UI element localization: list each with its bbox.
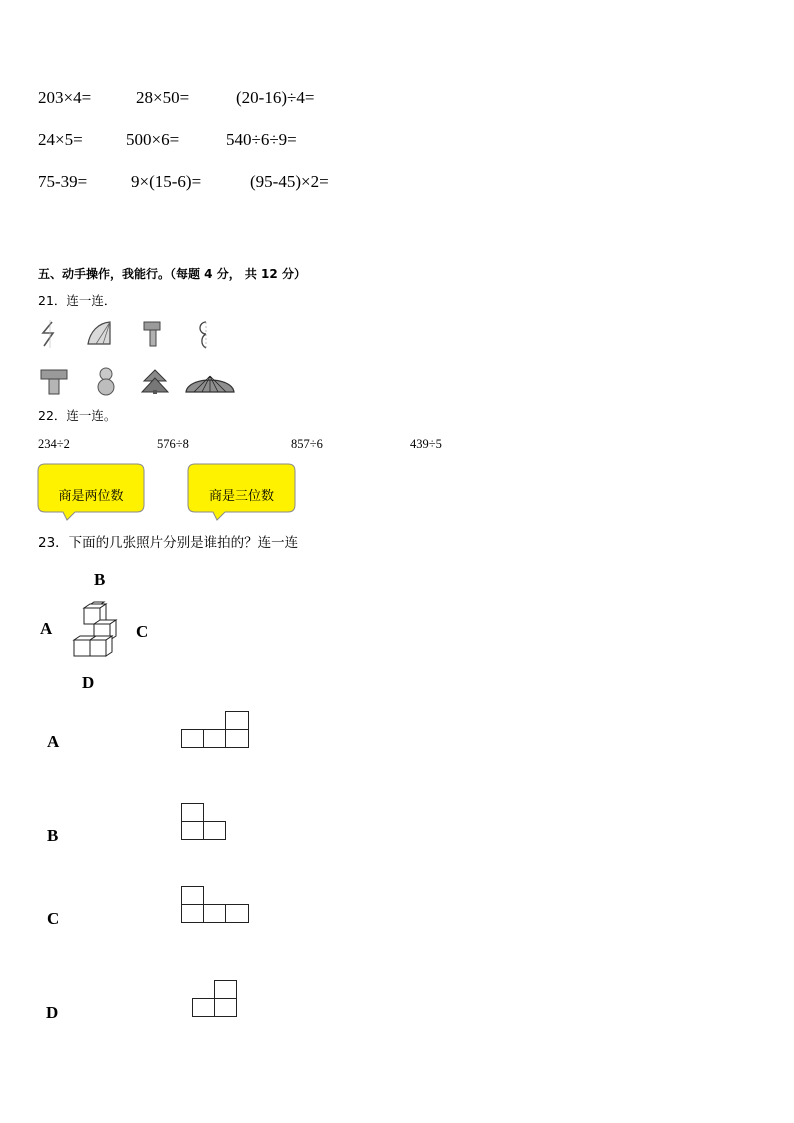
calc-2-1: 24×5= [38, 130, 83, 149]
calc-3-1: 75-39= [38, 172, 88, 191]
expr-3: 857÷6 [291, 437, 323, 451]
viewer-label-left: A [40, 619, 53, 638]
tree-icon [140, 368, 170, 396]
calc-3-2: 9×(15-6)= [131, 172, 202, 191]
calc-1-2: 28×50= [136, 88, 190, 107]
viewer-label-top: B [94, 570, 106, 589]
view-label-b: B [47, 826, 59, 845]
q23-title: 23．下面的几张照片分别是谁拍的？连一连 [38, 535, 299, 551]
snowman-icon [95, 366, 117, 396]
calc-2-3: 540÷6÷9= [226, 130, 297, 149]
viewer-label-bottom: D [82, 673, 95, 692]
callout-two-digit-text: 商是两位数 [58, 489, 124, 504]
snowman-half-icon [194, 320, 212, 350]
viewer-label-right: C [136, 622, 149, 641]
expr-1: 234÷2 [38, 437, 70, 451]
view-c-grid [181, 886, 250, 924]
view-label-d: D [46, 1003, 59, 1022]
view-label-c: C [47, 909, 60, 928]
expr-2: 576÷8 [157, 437, 189, 451]
view-a-grid [181, 711, 250, 749]
callout-two-digit [37, 463, 145, 523]
view-label-a: A [47, 732, 60, 751]
umbrella-half-icon [86, 320, 114, 346]
view-d-grid [192, 980, 238, 1018]
calc-2-2: 500×6= [126, 130, 180, 149]
section-heading: 五、动手操作，我能行。（每题 4 分， 共 12 分） [38, 267, 306, 281]
mushroom-icon [40, 368, 68, 396]
calc-1-3: (20-16)÷4= [236, 88, 315, 107]
callout-three-digit [187, 463, 296, 523]
calc-3-3: (95-45)×2= [250, 172, 329, 191]
q21-title: 21．连一连． [38, 293, 117, 308]
mushroom-half-icon [140, 320, 164, 348]
q22-title: 22．连一连。 [38, 408, 117, 423]
cube-stack-icon [72, 604, 120, 658]
expr-4: 439÷5 [410, 437, 442, 451]
umbrella-icon [184, 370, 236, 396]
callout-three-digit-text: 商是三位数 [208, 489, 274, 504]
calc-1-1: 203×4= [38, 88, 92, 107]
view-b-grid [181, 803, 227, 841]
lightning-half-icon [40, 320, 60, 348]
